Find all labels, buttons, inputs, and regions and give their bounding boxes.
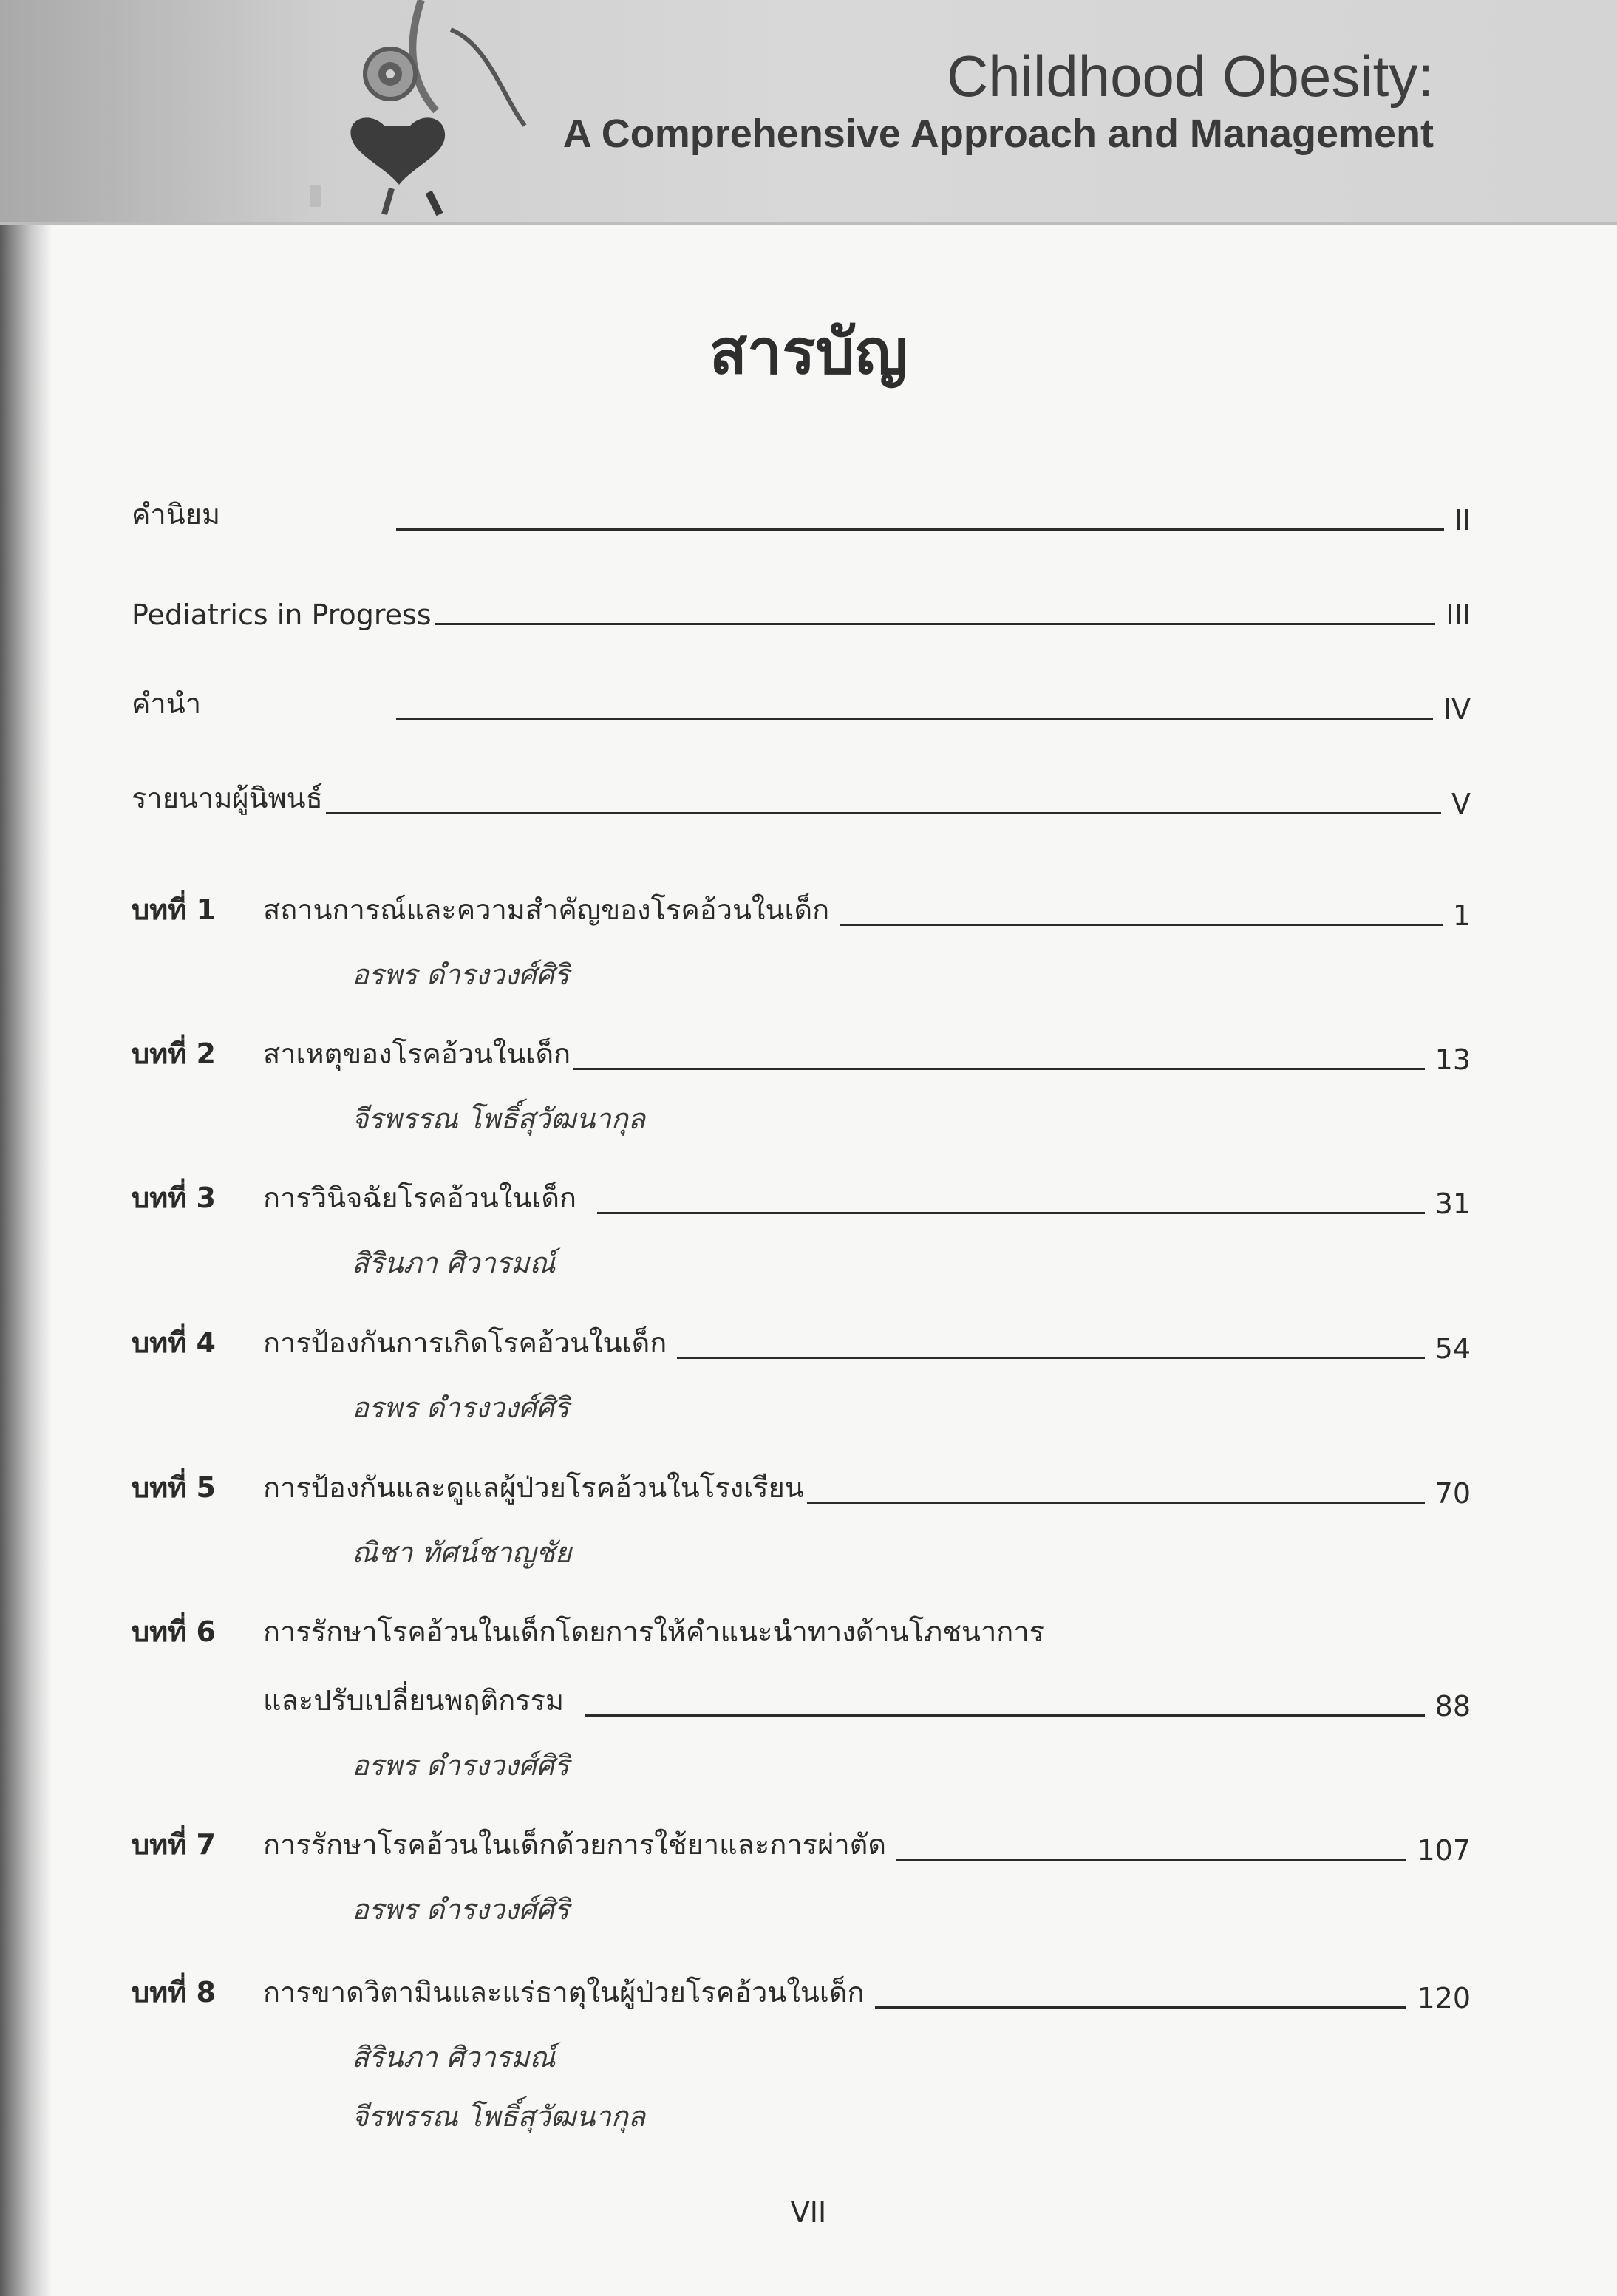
toc-chapter <box>132 1179 1471 1223</box>
chapter-number: บทที่ 6 <box>132 1615 216 1648</box>
toc-leader <box>326 812 1441 814</box>
chapter-title: การรักษาโรคอ้วนในเด็กด้วยการใช้ยาและการผ่าตัด <box>263 1828 887 1861</box>
toc-entry-page: II <box>1454 504 1471 536</box>
chapter-author: จีรพรรณ โพธิ์สุวัฒนากุล <box>352 2100 645 2133</box>
page-title: สารบัญ <box>709 316 908 388</box>
toc-chapter <box>132 1612 1471 1657</box>
toc-leader <box>896 1859 1406 1861</box>
toc-entry-page: V <box>1451 788 1471 820</box>
chapter-page: 88 <box>1434 1690 1471 1723</box>
toc-chapter <box>132 890 1471 935</box>
toc-chapter-continuation <box>263 1681 1471 1726</box>
toc-entry-label: คำนิยม <box>132 498 221 531</box>
toc-leader <box>573 1068 1424 1070</box>
chapter-author: สิรินภา ศิวารมณ์ <box>352 1247 556 1279</box>
toc-chapter <box>132 1973 1471 2017</box>
chapter-author: อรพร ดำรงวงศ์ศิริ <box>352 1893 570 1926</box>
page-header <box>0 0 1617 223</box>
toc-entry <box>132 779 1471 823</box>
toc-leader <box>396 718 1433 720</box>
header-divider <box>0 222 1617 225</box>
chapter-title: การป้องกันและดูแลผู้ป่วยโรคอ้วนในโรงเรียน <box>263 1471 804 1504</box>
chapter-title: สถานการณ์และความสำคัญของโรคอ้วนในเด็ก <box>263 893 830 926</box>
toc-entry-page: IV <box>1443 693 1471 726</box>
chapter-page: 120 <box>1417 1982 1471 2014</box>
toc-leader <box>435 623 1436 625</box>
toc-entry-label: คำนำ <box>132 687 202 720</box>
chapter-number: บทที่ 5 <box>132 1471 216 1504</box>
toc-leader <box>840 924 1443 926</box>
chapter-page: 31 <box>1434 1188 1471 1220</box>
toc-leader <box>807 1502 1425 1504</box>
toc-chapter <box>132 1324 1471 1368</box>
chapter-number: บทที่ 8 <box>132 1976 216 2009</box>
toc-entry-page: III <box>1446 599 1471 631</box>
toc-leader <box>585 1714 1425 1717</box>
chapter-author: ณิชา ทัศน์ชาญชัย <box>352 1536 572 1569</box>
chapter-author: จีรพรรณ โพธิ์สุวัฒนากุล <box>352 1103 645 1135</box>
chapter-number: บทที่ 2 <box>132 1038 216 1070</box>
toc-leader <box>597 1212 1425 1214</box>
chapter-page: 107 <box>1417 1834 1471 1867</box>
chapter-author: อรพร ดำรงวงศ์ศิริ <box>352 1391 570 1424</box>
chapter-number: บทที่ 4 <box>132 1326 216 1359</box>
toc-entry <box>132 590 1471 634</box>
toc-chapter <box>132 1825 1471 1870</box>
chapter-number: บทที่ 1 <box>132 893 216 926</box>
toc-leader <box>875 2006 1407 2009</box>
chapter-page: 70 <box>1434 1477 1471 1510</box>
chapter-title: การวินิจฉัยโรคอ้วนในเด็ก <box>263 1182 577 1214</box>
chapter-title: การขาดวิตามินและแร่ธาตุในผู้ป่วยโรคอ้วนในเด็ก <box>263 1976 865 2009</box>
chapter-title: การรักษาโรคอ้วนในเด็กโดยการให้คำแนะนำทางด้านโภชนาการ <box>263 1615 1045 1648</box>
chapter-author: อรพร ดำรงวงศ์ศิริ <box>352 1749 570 1782</box>
toc-entry <box>132 495 1471 539</box>
chapter-page: 13 <box>1434 1043 1471 1076</box>
chapter-number: บทที่ 7 <box>132 1828 216 1861</box>
toc-entry-label: Pediatrics in Progress <box>132 599 432 631</box>
chapter-author: สิรินภา ศิวารมณ์ <box>352 2041 556 2074</box>
chapter-author: อรพร ดำรงวงศ์ศิริ <box>352 958 570 991</box>
chapter-title: การป้องกันการเกิดโรคอ้วนในเด็ก <box>263 1326 667 1359</box>
chapter-number: บทที่ 3 <box>132 1182 216 1214</box>
chapter-title-continuation: และปรับเปลี่ยนพฤติกรรม <box>263 1684 565 1717</box>
book-subtitle: A Comprehensive Approach and Management <box>562 112 1434 156</box>
chapter-page: 1 <box>1452 899 1471 932</box>
toc-entry <box>132 684 1471 729</box>
toc-leader <box>677 1357 1424 1359</box>
toc-chapter <box>132 1035 1471 1079</box>
toc-leader <box>396 528 1444 531</box>
page-number: VII <box>790 2196 827 2229</box>
toc-chapter <box>132 1468 1471 1513</box>
book-title: Childhood Obesity: <box>946 44 1434 109</box>
toc-entry-label: รายนามผู้นิพนธ์ <box>132 782 323 814</box>
chapter-title: สาเหตุของโรคอ้วนในเด็ก <box>263 1038 571 1070</box>
chapter-page: 54 <box>1434 1332 1471 1365</box>
